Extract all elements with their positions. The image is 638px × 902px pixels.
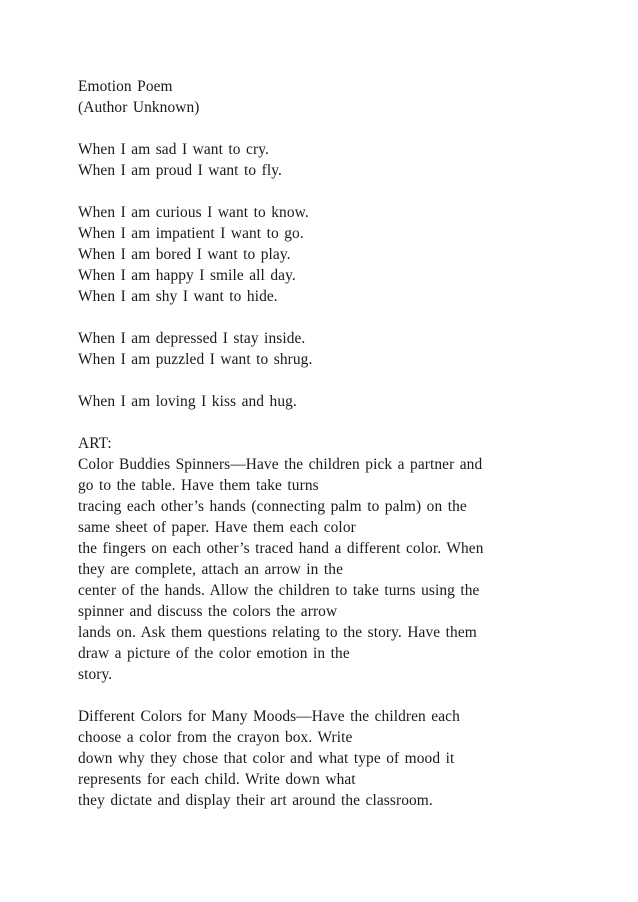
paragraph-line: draw a picture of the color emotion in the: [78, 645, 350, 662]
poem-line: When I am loving I kiss and hug.: [78, 393, 297, 410]
paragraph-line: same sheet of paper. Have them each color: [78, 519, 356, 536]
poem-title: Emotion Poem: [78, 78, 173, 95]
poem-line: When I am puzzled I want to shrug.: [78, 351, 313, 368]
paragraph-line: represents for each child. Write down what: [78, 771, 356, 788]
paragraph-line: tracing each other’s hands (connecting palm to palm) on the: [78, 498, 467, 515]
blank-line: [78, 685, 618, 706]
paragraph-line: center of the hands. Allow the children to take turns using the: [78, 582, 480, 599]
paragraph-line: spinner and discuss the colors the arrow: [78, 603, 338, 620]
poem-line: When I am curious I want to know.: [78, 204, 309, 221]
art-paragraph-different-colors: [78, 706, 618, 811]
paragraph-line: down why they chose that color and what type of mood it: [78, 750, 455, 767]
paragraph-line: lands on. Ask them questions relating to the story. Have them: [78, 624, 477, 641]
art-paragraph-color-buddies: [78, 454, 618, 685]
poem-line: When I am sad I want to cry.: [78, 141, 269, 158]
poem-stanza-1: [78, 139, 618, 181]
poem-line: When I am shy I want to hide.: [78, 288, 278, 305]
poem-line: When I am impatient I want to go.: [78, 225, 304, 242]
poem-line: When I am proud I want to fly.: [78, 162, 282, 179]
blank-line: [78, 370, 618, 391]
poem-line: When I am bored I want to play.: [78, 246, 291, 263]
poem-line: When I am happy I smile all day.: [78, 267, 296, 284]
blank-line: [78, 181, 618, 202]
poem-stanza-4: [78, 391, 618, 412]
paragraph-line: they are complete, attach an arrow in the: [78, 561, 344, 578]
blank-line: [78, 118, 618, 139]
paragraph-line: Different Colors for Many Moods—Have the children each: [78, 708, 460, 725]
art-heading: ART:: [78, 435, 112, 452]
paragraph-line: Color Buddies Spinners—Have the children pick a partner and: [78, 456, 483, 473]
paragraph-line: go to the table. Have them take turns: [78, 477, 319, 494]
paragraph-line: choose a color from the crayon box. Write: [78, 729, 353, 746]
paragraph-line: story.: [78, 666, 113, 683]
paragraph-line: the fingers on each other’s traced hand a different color. When: [78, 540, 484, 557]
blank-line: [78, 412, 618, 433]
poem-author: (Author Unknown): [78, 99, 200, 116]
blank-line: [78, 307, 618, 328]
document-body: [78, 76, 618, 811]
poem-line: When I am depressed I stay inside.: [78, 330, 306, 347]
poem-stanza-2: [78, 202, 618, 307]
paragraph-line: they dictate and display their art around the classroom.: [78, 792, 433, 809]
poem-stanza-3: [78, 328, 618, 370]
